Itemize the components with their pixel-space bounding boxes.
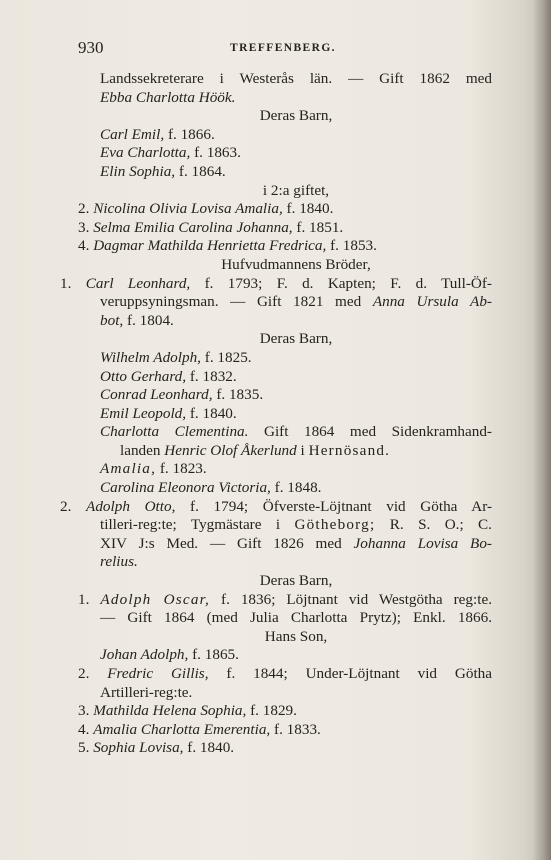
- text-line: Amalia, f. 1823.: [100, 460, 207, 478]
- text-line: Deras Barn,: [259, 572, 333, 590]
- text-line: 2. Nicolina Olivia Lovisa Amalia, f. 1840.: [78, 200, 334, 218]
- text-line: bot, f. 1804.: [100, 311, 174, 329]
- text-line: Artilleri-reg:te.: [100, 683, 193, 701]
- page-header: [78, 38, 498, 60]
- text-line: Landssekreterare i Westerås län. — Gift 1862 med: [100, 70, 492, 87]
- text-line: 2. Fredric Gillis, f. 1844; Under-Löjtnant vid Götha: [78, 665, 493, 682]
- text-line: i 2:a giftet,: [262, 181, 330, 199]
- text-line: Hufvudmannens Bröder,: [221, 255, 371, 273]
- genealogy-text: [60, 70, 492, 758]
- text-line: 3. Mathilda Helena Sophia, f. 1829.: [78, 702, 297, 720]
- text-line: 1. Adolph Oscar, f. 1836; Löjtnant vid Westgötha reg:te.: [78, 590, 492, 608]
- text-line: tilleri-reg:te; Tygmästare i Götheborg; R. S. O.; C.: [100, 516, 492, 534]
- text-line: 5. Sophia Lovisa, f. 1840.: [78, 739, 235, 757]
- text-line: 1. Carl Leonhard, f. 1793; F. d. Kapten; F. d. Tull-Öf-: [60, 274, 492, 292]
- text-line: Johan Adolph, f. 1865.: [100, 646, 239, 664]
- text-line: 4. Amalia Charlotta Emerentia, f. 1833.: [78, 720, 321, 738]
- text-line: Deras Barn,: [259, 107, 333, 125]
- text-line: landen Henric Olof Åkerlund i Hernösand.: [120, 441, 391, 459]
- text-line: XIV J:s Med. — Gift 1826 med Johanna Lovisa Bo-: [100, 534, 492, 552]
- text-line: Otto Gerhard, f. 1832.: [100, 367, 237, 385]
- text-line: Elin Sophia, f. 1864.: [100, 162, 226, 180]
- text-line: relius.: [100, 553, 138, 571]
- text-line: Deras Barn,: [259, 330, 333, 348]
- text-line: Hans Son,: [264, 627, 328, 645]
- text-line: 2. Adolph Otto, f. 1794; Öfverste-Löjtnant vid Götha Ar-: [60, 497, 493, 515]
- text-line: veruppsyningsman. — Gift 1821 med Anna Ursula Ab-: [100, 293, 492, 311]
- text-line: Carolina Eleonora Victoria, f. 1848.: [100, 479, 322, 497]
- text-line: Ebba Charlotta Höök.: [100, 88, 236, 106]
- running-title: TREFFENBERG.: [230, 42, 336, 54]
- page-number: 930: [78, 38, 104, 57]
- text-line: 4. Dagmar Mathilda Henrietta Fredrica, f. 1853.: [78, 237, 377, 255]
- text-line: — Gift 1864 (med Julia Charlotta Prytz); Enkl. 1866.: [100, 609, 492, 627]
- text-line: Carl Emil, f. 1866.: [100, 125, 215, 143]
- text-line: Charlotta Clementina. Gift 1864 med Sidenkramhand-: [100, 423, 492, 441]
- text-line: Wilhelm Adolph, f. 1825.: [100, 348, 252, 366]
- text-line: Eva Charlotta, f. 1863.: [100, 144, 241, 162]
- book-gutter-shadow: [533, 0, 551, 860]
- text-line: Emil Leopold, f. 1840.: [100, 404, 237, 422]
- text-line: 3. Selma Emilia Carolina Johanna, f. 1851.: [78, 218, 344, 236]
- text-line: Conrad Leonhard, f. 1835.: [100, 386, 264, 404]
